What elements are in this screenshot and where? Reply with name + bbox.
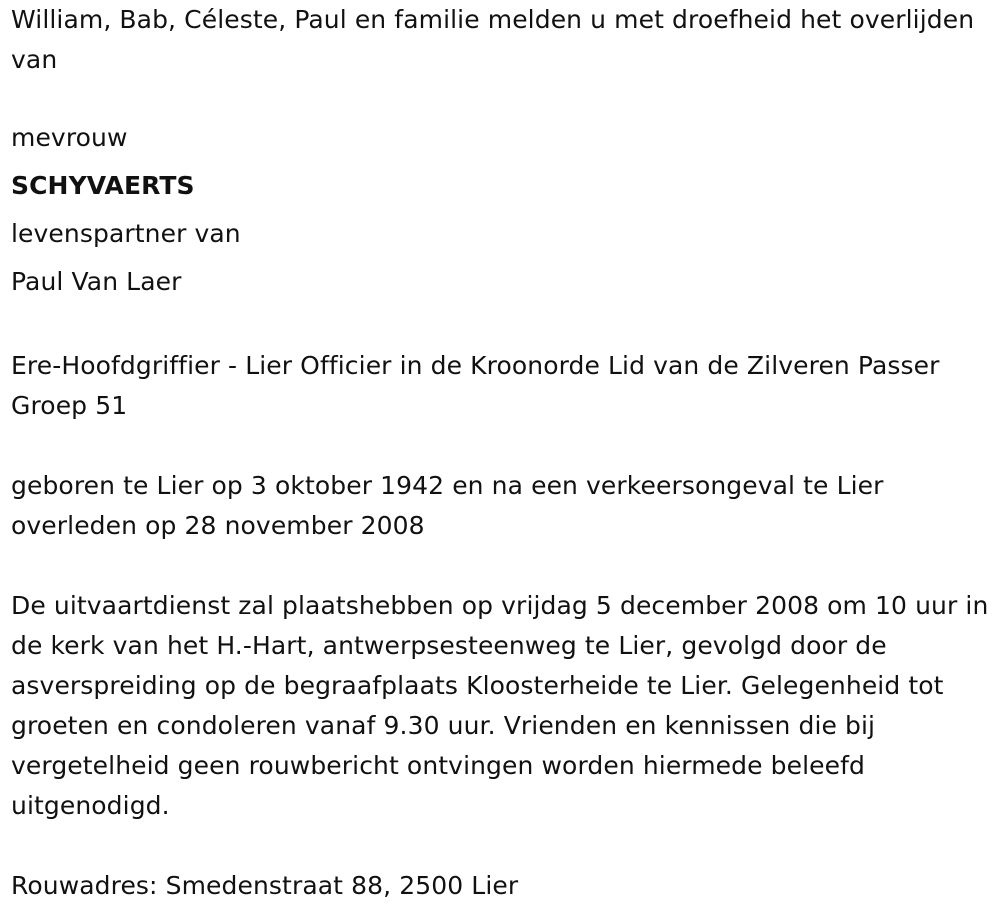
relation-label: levenspartner van — [11, 219, 241, 248]
spacer — [11, 546, 996, 586]
deceased-surname: SCHYVAERTS — [11, 171, 195, 200]
distinctions-text: Ere-Hoofdgriffier - Lier Officier in de Kroonorde Lid van de Zilveren Passer Groep 51 — [11, 351, 940, 420]
death-notice — [11, 0, 996, 906]
ceremony-text: De uitvaartdienst zal plaatshebben op vrijdag 5 december 2008 om 10 uur in de kerk van het H.-Hart, antwerpsesteenweg te Lier, gevolgd door de asverspreiding op de begraafplaats Kloosterheide te Lier. Gelegenheid tot groeten en condoleren vanaf 9.30 uur. Vrienden en kennissen die bij vergetelheid geen rouwbericht ontvingen worden hiermede beleefd uitgenodigd. — [11, 591, 989, 820]
spacer — [11, 426, 996, 466]
spacer — [11, 826, 996, 866]
spacer — [11, 306, 996, 346]
spacer — [11, 80, 996, 114]
honorific: mevrouw — [11, 123, 128, 152]
birth-death-text: geboren te Lier op 3 oktober 1942 en na een verkeersongeval te Lier overleden op 28 november 2008 — [11, 471, 884, 540]
intro-text: William, Bab, Céleste, Paul en familie melden u met droefheid het overlijden van — [11, 5, 975, 74]
mourning-address: Rouwadres: Smedenstraat 88, 2500 Lier — [11, 871, 519, 900]
partner-name: Paul Van Laer — [11, 267, 182, 296]
